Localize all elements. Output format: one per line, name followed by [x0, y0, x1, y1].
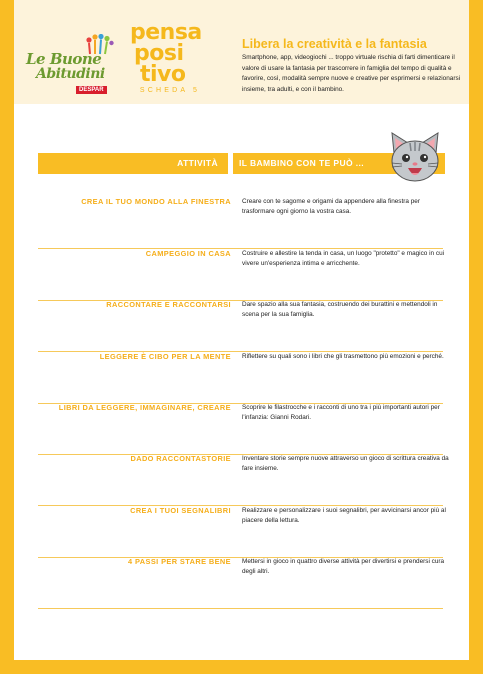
logo-brand-badge: DESPAR: [76, 86, 107, 94]
brand-logo: [26, 34, 122, 94]
activity-name: CREA I TUOI SEGNALIBRI: [130, 506, 231, 515]
logo-text-line1: Le Buone: [26, 50, 102, 68]
table-row: [38, 557, 443, 609]
column-header-activity: ATTIVITÀ: [38, 153, 228, 174]
series-subtitle: SCHEDA 5: [139, 87, 201, 94]
table-row: [38, 249, 443, 301]
table-row: [38, 300, 443, 352]
activity-description: Costruire e allestire la tenda in casa, un luogo "protetto" e magico in cui vivere un'esperienza intima e arricchente.: [242, 250, 445, 268]
page-title: Libera la creatività e la fantasia: [242, 37, 427, 51]
activity-name: RACCONTARE E RACCONTARSI: [106, 300, 231, 309]
column-header-child: IL BAMBINO CON TE PUÒ ...: [233, 153, 445, 174]
table-row: [38, 454, 449, 506]
table-row: [38, 403, 443, 455]
activity-description: Dare spazio alla sua fantasia, costruendo dei burattini e mettendoli in scena per la sua famiglia.: [242, 301, 438, 319]
activity-name: 4 PASSI PER STARE BENE: [128, 557, 231, 566]
activity-name: DADO RACCONTASTORIE: [130, 454, 231, 463]
activity-description: Riflettere su quali sono i libri che gli trasmettono più emozioni e perché.: [242, 353, 444, 360]
table-row: [38, 506, 446, 558]
activity-name: LIBRI DA LEGGERE, IMMAGINARE, CREARE: [58, 403, 231, 412]
table-row: [38, 197, 443, 249]
activity-description: Mettersi in gioco in quattro diverse attività per divertirsi e prendersi cura degli altri.: [242, 558, 445, 576]
activity-name: LEGGERE È CIBO PER LA MENTE: [99, 352, 231, 361]
intro-paragraph: Smartphone, app, videogiochi ... troppo virtuale rischia di farti dimenticare il valore di usare la fantasia per trascorrere in famiglia del tempo di qualità e favorire, così, modalità sempre nuove e creative per esprimersi e relazionarsi insieme, tra adulti, e con il bambino.: [242, 54, 461, 93]
table-row: [38, 352, 443, 404]
cat-face-icon: [386, 131, 444, 185]
activity-description: Realizzare e personalizzare i suoi segnalibri, per avvicinarsi ancor più al piacere della lettura.: [242, 507, 446, 525]
row-divider: [38, 608, 443, 609]
activity-name: CREA IL TUO MONDO ALLA FINESTRA: [81, 197, 231, 206]
activity-description: Inventare storie sempre nuove attraverso un gioco di scrittura creativa da fare insieme.: [242, 455, 449, 473]
activity-description: Creare con te sagome e origami da appendere alla finestra per trasformare ogni giorno la vostra casa.: [242, 198, 420, 216]
series-word-1: pensa: [130, 20, 202, 45]
series-word-3: tivo: [140, 62, 186, 87]
activity-description: Scoprire le filastrocche e i racconti di uno tra i più importanti autori per l'infanzia: Gianni Rodari.: [242, 404, 440, 422]
series-word-2: posi: [134, 41, 184, 66]
activity-name: CAMPEGGIO IN CASA: [145, 249, 231, 258]
series-wordmark: [130, 22, 220, 85]
logo-text-line2: Abitudini: [36, 66, 105, 82]
